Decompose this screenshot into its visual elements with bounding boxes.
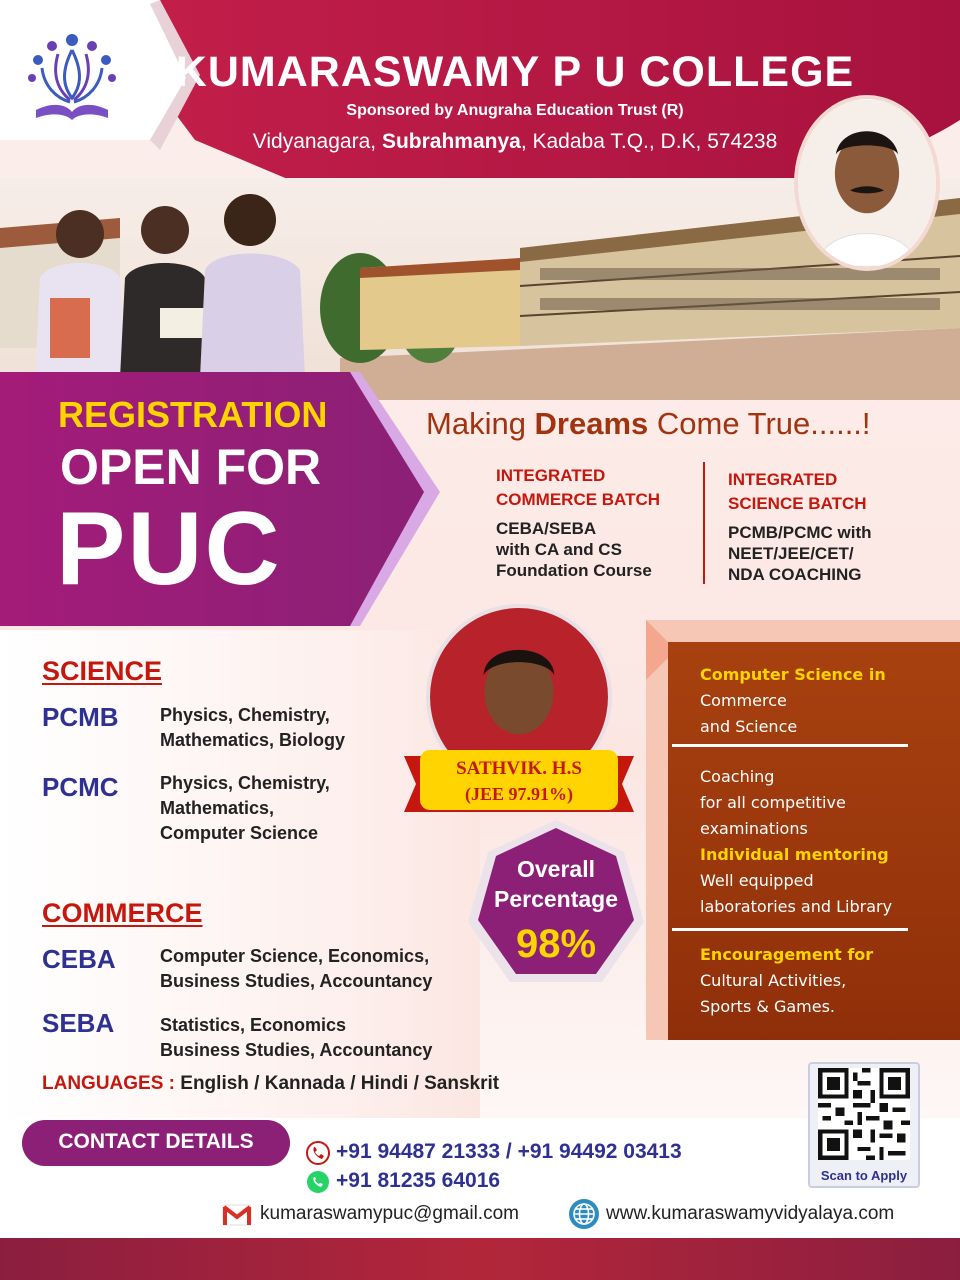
stream-desc-line: Business Studies, Accountancy: [160, 1040, 433, 1060]
stream-desc-line: Physics, Chemistry,: [160, 773, 330, 793]
commerce-heading: COMMERCE: [42, 898, 203, 928]
tagline: [426, 406, 871, 442]
address-highlight: Subrahmanya: [381, 130, 521, 153]
feature-divider: [672, 928, 908, 931]
puc-text: PUC: [56, 491, 282, 607]
overall-value: 98%: [515, 922, 597, 966]
stream-code-pcmc: PCMC: [42, 772, 119, 802]
stream-desc-line: Physics, Chemistry,: [160, 705, 330, 725]
globe-icon: [568, 1198, 600, 1230]
science-heading: SCIENCE: [42, 656, 163, 686]
batch-title-line: INTEGRATED: [496, 466, 606, 485]
phone-numbers[interactable]: +91 94487 21333 / +91 94492 03413: [336, 1140, 682, 1163]
science-batch-info: [728, 468, 872, 585]
stream-desc-line: Computer Science: [160, 823, 319, 843]
founder-portrait: [794, 95, 940, 271]
feature-line: Sports & Games.: [700, 997, 835, 1016]
tagline-before: Making: [426, 406, 535, 441]
feature-line: Well equipped: [700, 871, 814, 890]
peacock-logo-icon: [22, 20, 122, 130]
stream-code-seba: SEBA: [42, 1008, 115, 1038]
whatsapp-number[interactable]: +91 81235 64016: [336, 1169, 501, 1192]
stream-desc-seba: [160, 1013, 432, 1063]
email-link[interactable]: kumaraswamypuc@gmail.com: [260, 1203, 519, 1224]
address-suffix: , Kadaba T.Q., D.K, 574238: [520, 130, 778, 153]
tagline-after: Come True......!: [648, 406, 871, 441]
feature-block-2: [700, 764, 892, 920]
tagline-highlight: Dreams: [534, 406, 649, 441]
stream-desc-line: Statistics, Economics: [160, 1015, 347, 1035]
feature-line: Cultural Activities,: [700, 971, 847, 990]
founder-portrait-image: [798, 99, 936, 267]
contact-label: CONTACT DETAILS: [58, 1130, 254, 1153]
batch-desc-line: with CA and CS: [496, 540, 622, 559]
languages-line: [42, 1073, 499, 1095]
address-line: [150, 130, 880, 154]
topper-name: SATHVIK. H.S: [456, 758, 582, 779]
batch-desc-line: NDA COACHING: [728, 565, 862, 584]
stream-desc-pcmc: [160, 771, 330, 846]
batch-title-line: INTEGRATED: [728, 470, 838, 489]
feature-block-3: [700, 942, 873, 1020]
open-for-text: OPEN FOR: [60, 439, 322, 495]
website-link[interactable]: www.kumaraswamyvidyalaya.com: [606, 1203, 895, 1224]
college-name: KUMARASWAMY P U COLLEGE: [175, 48, 855, 96]
batch-desc-line: PCMB/PCMC with: [728, 523, 872, 542]
commerce-batch-info: [496, 464, 660, 581]
batch-desc-line: NEET/JEE/CET/: [728, 544, 854, 563]
stream-code-pcmb: PCMB: [42, 702, 119, 732]
batch-desc-line: Foundation Course: [496, 561, 652, 580]
feature-line: for all competitive: [700, 793, 846, 812]
phone-icon: [306, 1141, 330, 1165]
feature-block-1: [700, 662, 886, 740]
qr-label: Scan to Apply: [820, 1168, 908, 1183]
feature-highlight: Individual mentoring: [700, 845, 889, 864]
batch-title-line: COMMERCE BATCH: [496, 490, 661, 509]
qr-code-icon[interactable]: [818, 1068, 910, 1160]
registration-title: REGISTRATION: [58, 394, 328, 435]
batch-divider: [703, 462, 705, 584]
address-prefix: Vidyanagara,: [252, 130, 382, 153]
gmail-icon: [222, 1204, 252, 1226]
feature-line: Commerce: [700, 691, 787, 710]
stream-desc-line: Business Studies, Accountancy: [160, 971, 433, 991]
sponsor-line: Sponsored by Anugraha Education Trust (R): [346, 102, 684, 119]
languages-label: LANGUAGES :: [42, 1073, 181, 1094]
stream-desc-ceba: [160, 944, 432, 994]
feature-highlight: Computer Science in: [700, 665, 886, 684]
feature-line: examinations: [700, 819, 808, 838]
languages-value: English / Kannada / Hindi / Sanskrit: [180, 1073, 500, 1094]
whatsapp-icon: [306, 1170, 330, 1194]
stream-desc-line: Mathematics, Biology: [160, 730, 346, 750]
feature-line: laboratories and Library: [700, 897, 893, 916]
feature-line: and Science: [700, 717, 798, 736]
stream-desc-line: Mathematics,: [160, 798, 275, 818]
feature-highlight: Encouragement for: [700, 945, 874, 964]
topper-score: (JEE 97.91%): [465, 784, 573, 804]
feature-divider: [672, 744, 908, 747]
footer-band: [0, 1238, 960, 1280]
batch-title-line: SCIENCE BATCH: [728, 494, 867, 513]
stream-code-ceba: CEBA: [42, 944, 116, 974]
batch-desc-line: CEBA/SEBA: [496, 519, 597, 538]
stream-desc-line: Computer Science, Economics,: [160, 946, 430, 966]
overall-label-line2: Percentage: [493, 886, 618, 912]
feature-line: Coaching: [700, 767, 775, 786]
stream-desc-pcmb: [160, 703, 345, 753]
overall-label-line1: Overall: [517, 856, 595, 882]
